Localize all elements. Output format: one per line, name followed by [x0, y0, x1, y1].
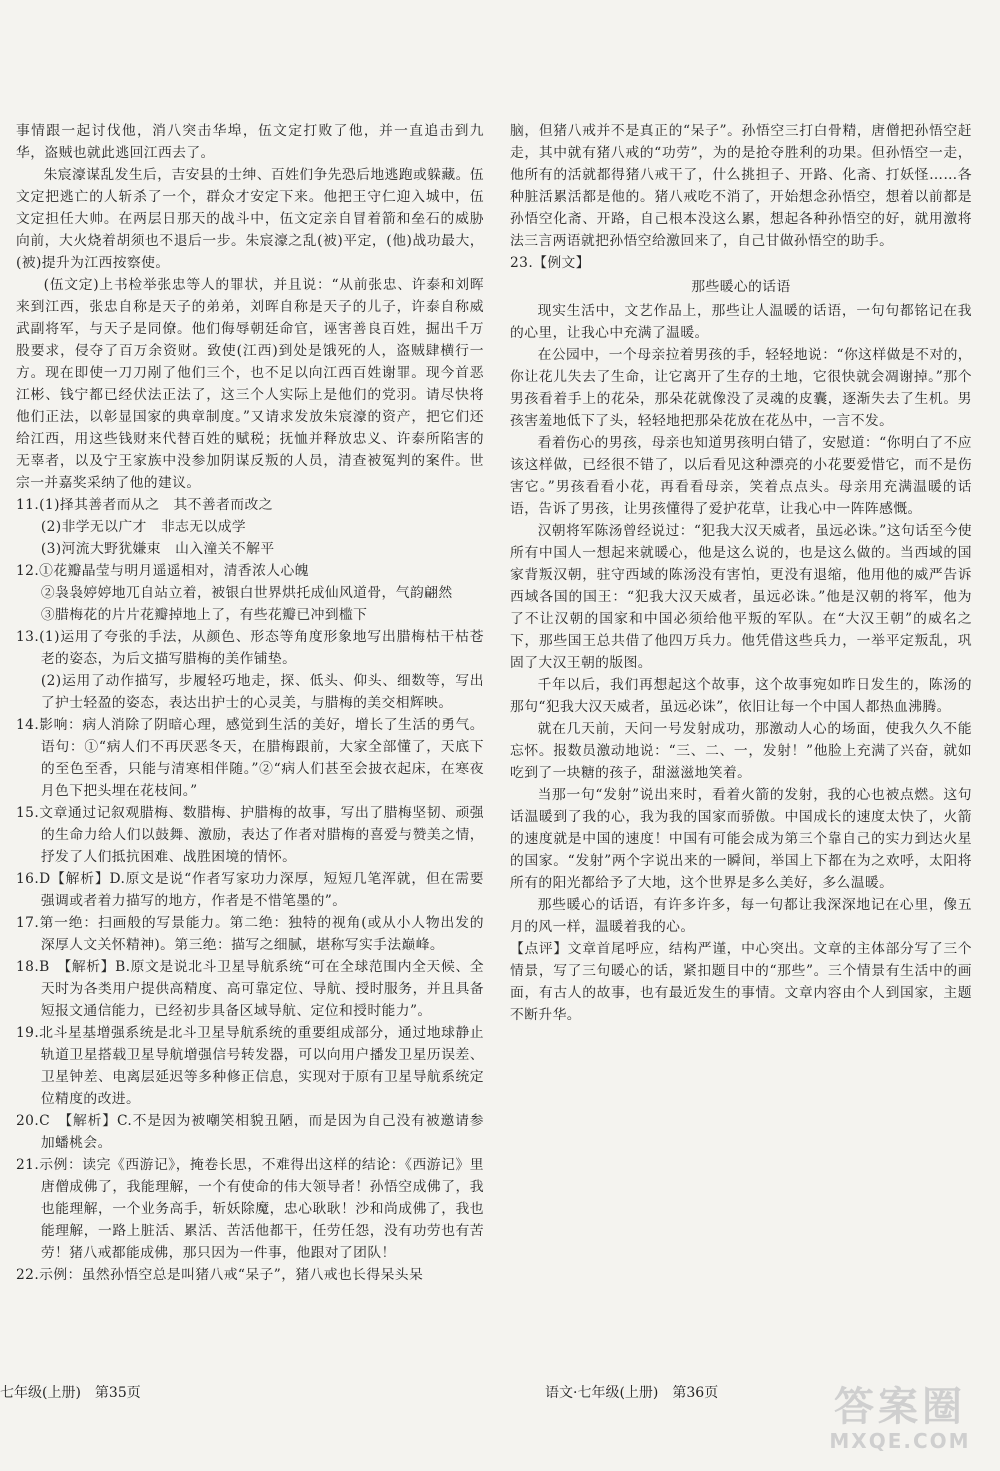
paragraph: 12.①花瓣晶莹与明月遥遥相对，清香浓人心魄: [16, 563, 309, 579]
paragraph: 汉朝将军陈汤曾经说过：“犯我大汉天威者，虽远必诛。”这句话至今使所有中国人一想起来就暖心，他是这么说的，也是这么做的。当西域的国家背叛汉朝，驻守西域的陈汤没有害怕，更没有退缩，他用他的威严告诉西域各国的国王：“犯我大汉天威者，虽远必诛。”他是汉朝的将军，他为了不让汉朝的国家和中国必须给他平叛的军队。在“大汉王朝”的威名之下，那些国王总共借了他四万兵力。他凭借这些兵力，一举平定叛乱，巩固了大汉王朝的版图。: [510, 523, 972, 671]
paragraph: (伍文定)上书检举张忠等人的罪状，并且说：“从前张忠、许泰和刘晖来到江西，张忠自称是天子的弟弟，刘晖自称是天子的儿子，许泰自称威武副将军，与天子是同僚。他们侮辱朝廷命官，诬害善良百姓，掘出千万股要求，侵夺了百万余资财。致使(江西)到处是饿死的人，盗贼肆横行一方。现在即使一刀刀剐了他们三个，也不足以向江西百姓谢罪。现今首恶江彬、钱宁都已经伏法正法了，这三个人实际上是他们的党羽。请尽快将他们正法，以彰显国家的典章制度。”又请求发放朱宸濠的资产，把它们还给江西，用这些钱财来代替百姓的赋税；抚恤并释放忠义、许泰所陷害的无辜者，以及宁王家族中没参加阴谋反叛的人员，清查被冤判的案件。世宗一并嘉奖采纳了他的建议。: [16, 277, 484, 491]
paragraph: 20.C 【解析】C.不是因为被嘲笑相貌丑陋，而是因为自己没有被邀请参加蟠桃会。: [16, 1113, 484, 1151]
paragraph: 11.(1)择其善者而从之 其不善者而改之: [16, 497, 273, 513]
paragraph: 在公园中，一个母亲拉着男孩的手，轻轻地说：“你这样做是不对的，你让花儿失去了生命，让它离开了生存的土地，它很快就会凋谢掉。”那个男孩看着手上的花朵，那朵花就像没了灵魂的皮囊，逐渐失去了生机。男孩害羞地低下了头，轻轻地把那朵花放在花丛中，一言不发。: [510, 347, 972, 429]
paragraph: 千年以后，我们再想起这个故事，这个故事宛如昨日发生的，陈汤的那句“犯我大汉天威者，虽远必诛”，依旧让每一个中国人都热血沸腾。: [510, 677, 972, 715]
paragraph: 21.示例：读完《西游记》，掩卷长思，不难得出这样的结论：《西游记》里唐僧成佛了，我能理解，一个有使命的伟大领导者！孙悟空成佛了，我也能理解，一个业务高手，斩妖除魔，忠心耿耿！沙和尚成佛了，我也能理解，一路上脏活、累活、苦活他都干，任劳任怨，没有功劳也有苦劳！猪八戒都能成佛，那只因为一件事，他跟对了团队！: [16, 1157, 484, 1261]
page-number-right: 语文·七年级(上册) 第36页: [545, 1385, 719, 1401]
paragraph: ②袅袅婷婷地兀自站立着，被银白世界烘托成仙风道骨，气韵翩然: [40, 585, 453, 601]
paragraph: 当那一句“发射”说出来时，看着火箭的发射，我的心也被点燃。这句话温暖到了我的心，我为我的国家而骄傲。中国成长的速度太快了，火箭的速度就是中国的速度！中国有可能会成为第三个靠自己的实力到达火星的国家。“发射”两个字说出来的一瞬间，举国上下都在为之欢呼，太阳将所有的阳光都给予了大地，这个世界是多么美好，多么温暖。: [510, 787, 972, 891]
paragraph: (2)运用了动作描写，步履轻巧地走，探、低头、仰头、细数等，写出了护士轻盈的姿态，表达出护士的心灵美，与腊梅的美交相辉映。: [40, 673, 484, 711]
paragraph: (3)河流大野犹嫌束 山入潼关不解平: [40, 541, 275, 557]
paragraph: 【点评】文章首尾呼应，结构严谨，中心突出。文章的主体部分写了三个情景，写了三句暖心的话，紧扣题目中的“那些”。三个情景有生活中的画面，有古人的故事，也有最近发生的事情。文章内容由个人到国家，主题不断升华。: [510, 941, 972, 1023]
paragraph: 朱宸濠谋乱发生后，吉安县的士绅、百姓们争先恐后地逃跑或躲藏。伍文定把逃亡的人斩杀了一个，群众才安定下来。他把王守仁迎入城中，伍文定担任大帅。在两层日那天的战斗中，伍文定亲自冒着箭和垒石的威胁向前，大火烧着胡须也不退后一步。朱宸濠之乱(被)平定，(他)战功最大，(被)提升为江西按察使。: [16, 167, 484, 271]
paragraph: 13.(1)运用了夸张的手法，从颜色、形态等角度形象地写出腊梅枯干枯苍老的姿态，为后文描写腊梅的美作铺垫。: [16, 629, 484, 667]
paragraph: 看着伤心的男孩，母亲也知道男孩明白错了，安慰道：“你明白了不应该这样做，已经很不错了，以后看见这种漂亮的小花要爱惜它，而不是伤害它。”男孩看看小花，再看看母亲，笑着点点头。母亲用充满温暖的话语，告诉了男孩，让男孩懂得了爱护花草，让我心中一阵阵感慨。: [510, 435, 972, 517]
paragraph: 脑，但猪八戒并不是真正的“呆子”。孙悟空三打白骨精，唐僧把孙悟空赶走，其中就有猪八戒的“功劳”，为的是抢夺胜利的功果。但孙悟空一走，他所有的活就都得猪八戒干了，什么挑担子、开路、化斋、打妖怪……各种脏活累活都是他的。猪八戒吃不消了，开始想念孙悟空，想着以前都是孙悟空化斋、开路，自己根本没这么累，想起各种孙悟空的好，就用激将法三言两语就把孙悟空给激回来了，自己甘做孙悟空的助手。: [510, 123, 972, 249]
page-number-left: 七年级(上册) 第35页: [0, 1385, 141, 1401]
right-column: [510, 120, 972, 1026]
left-column: [16, 120, 484, 1286]
paragraph: 现实生活中，文艺作品上，那些让人温暖的话语，一句句都铭记在我的心里，让我心中充满了温暖。: [510, 303, 972, 341]
paragraph: ③腊梅花的片片花瓣掉地上了，有些花瓣已冲到槛下: [40, 607, 368, 623]
essay-title: 那些暖心的话语: [691, 279, 791, 295]
paragraph: 事情跟一起讨伐他，消八突击华埠，伍文定打败了他，并一直追击到九华，盗贼也就此逃回江西去了。: [16, 123, 484, 161]
paragraph: 14.影响：病人消除了阴暗心理，感觉到生活的美好，增长了生活的勇气。语句：①“病人们不再厌恶冬天，在腊梅跟前，大家全部懂了，天底下的至色至香，只能与清寒相伴随。”②“病人们甚至会披衣起床，在寒夜月色下把头埋在花枝间。”: [16, 717, 484, 799]
paragraph: 16.D【解析】D.原文是说“作者写家功力深厚，短短几笔浑就，但在需要强调或者着力描写的地方，作者是不惜笔墨的”。: [16, 871, 484, 909]
watermark-logo: [815, 1385, 985, 1465]
paragraph: 17.第一绝：扫画般的写景能力。第二绝：独特的视角(或从小人物出发的深厚人文关怀精神)。第三绝：描写之细腻，堪称写实手法巅峰。: [16, 915, 484, 953]
watermark-url: MXQE.COM: [829, 1429, 971, 1453]
paragraph: 15.文章通过记叙观腊梅、数腊梅、护腊梅的故事，写出了腊梅坚韧、顽强的生命力给人们以鼓舞、激励，表达了作者对腊梅的喜爱与赞美之情，抒发了人们抵抗困难、战胜困境的情怀。: [16, 805, 484, 865]
paragraph: 19.北斗星基增强系统是北斗卫星导航系统的重要组成部分，通过地球静止轨道卫星搭载卫星导航增强信号转发器，可以向用户播发卫星历误差、卫星钟差、电离层延迟等多种修正信息，实现对于原有卫星导航系统定位精度的改进。: [16, 1025, 484, 1107]
paragraph: 18.B 【解析】B.原文是说北斗卫星导航系统“可在全球范围内全天候、全天时为各类用户提供高精度、高可靠定位、导航、授时服务，并且具备短报文通信能力，已经初步具备区域导航、定位和授时能力”。: [16, 959, 484, 1019]
paragraph: 那些暖心的话语，有许多许多，每一句都让我深深地记在心里，像五月的风一样，温暖着我的心。: [510, 897, 972, 935]
paragraph: 23.【例文】: [510, 255, 590, 271]
paragraph: 就在几天前，天问一号发射成功，那激动人心的场面，使我久久不能忘怀。报数员激动地说：“三、二、一，发射！”他脸上充满了兴奋，就如吃到了一块糖的孩子，甜滋滋地笑着。: [510, 721, 972, 781]
paragraph: 22.示例：虽然孙悟空总是叫猪八戒“呆子”，猪八戒也长得呆头呆: [16, 1267, 424, 1283]
paragraph: (2)非学无以广才 非志无以成学: [40, 519, 247, 535]
watermark-text: 答案圈: [834, 1384, 966, 1430]
